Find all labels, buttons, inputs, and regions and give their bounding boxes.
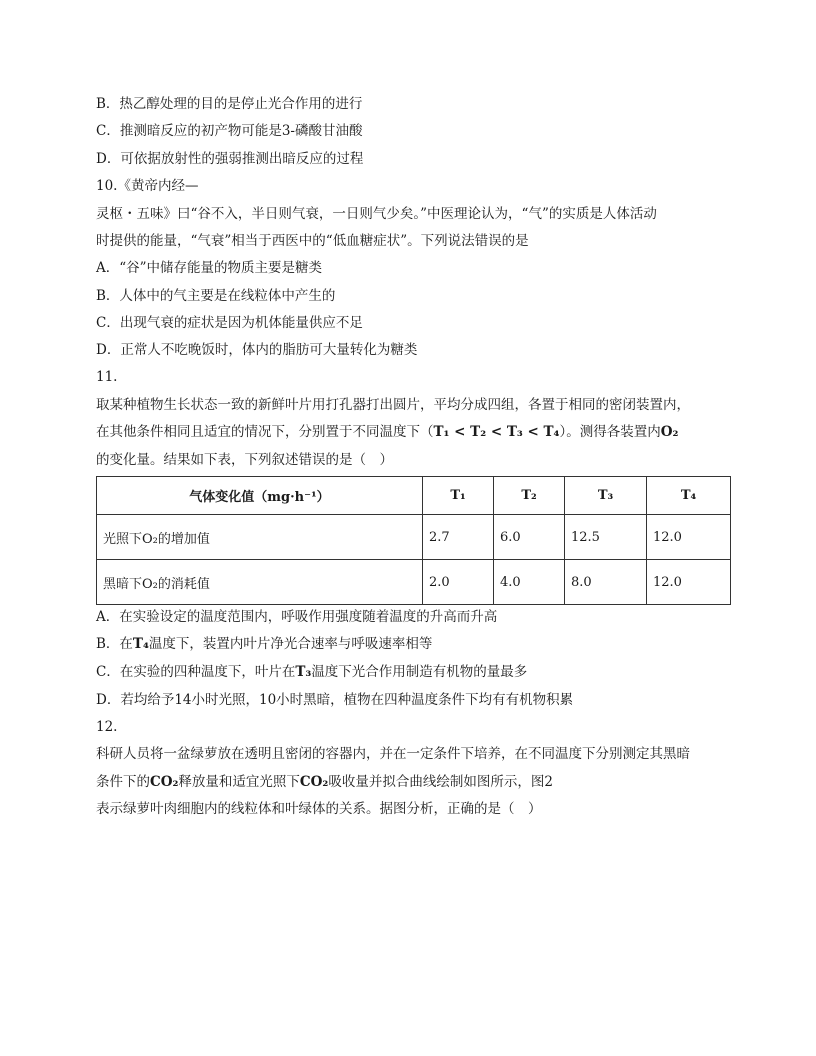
- table-row: [97, 515, 731, 560]
- co2-symbol: CO₂: [150, 774, 179, 790]
- table-cell: 12.0: [647, 560, 731, 605]
- table-row-label: 黑暗下O₂的消耗值: [97, 560, 423, 605]
- q10-option-b: B．人体中的气主要是在线粒体中产生的: [96, 288, 336, 304]
- option-text: 温度下，装置内叶片净光合速率与呼吸速率相等: [148, 636, 433, 652]
- table-cell: 4.0: [494, 560, 565, 605]
- q10-option-d: D．正常人不吃晚饭时，体内的脂肪可大量转化为糖类: [96, 342, 418, 358]
- stem-text: 释放量和适宜光照下: [178, 774, 300, 790]
- table-cell: 8.0: [565, 560, 647, 605]
- co2-symbol: CO₂: [299, 774, 329, 790]
- stem-text: 条件下的: [96, 774, 150, 790]
- t4-symbol: T₄: [132, 636, 149, 652]
- q12-stem-line1: 科研人员将一盆绿萝放在透明且密闭的容器内，并在一定条件下培养，在不同温度下分别测定其黑暗: [96, 746, 690, 762]
- q10-option-a: A．“谷”中储存能量的物质主要是糖类: [96, 260, 323, 276]
- q10-stem-line1: 灵枢・五味》曰“谷不入，半日则气衰，一日则气少矣。”中医理论认为，“气”的实质是人体活动: [96, 206, 657, 222]
- q9-option-d: D．可依据放射性的强弱推测出暗反应的过程: [96, 151, 364, 167]
- q10-stem-line2: 时提供的能量，“气衰”相当于西医中的“低血糖症状”。下列说法错误的是: [96, 233, 529, 249]
- table-row-label: 光照下O₂的增加值: [97, 515, 423, 560]
- stem-text: 吸收量并拟合曲线绘制如图所示，图2: [328, 774, 553, 790]
- q11-text-tail: ）。测得各装置内: [559, 424, 661, 440]
- gas-change-table: [96, 476, 731, 605]
- q11-stem-line1: 取某种植物生长状态一致的新鲜叶片用打孔器打出圆片，平均分成四组，各置于相同的密闭装置内，: [96, 397, 690, 413]
- table-cell: 12.0: [647, 515, 731, 560]
- table-row: [97, 560, 731, 605]
- table-cell: 2.7: [423, 515, 494, 560]
- table-header-cell: 气体变化值（mg·h⁻¹）: [97, 477, 423, 515]
- q11-option-a: A．在实验设定的温度范围内，呼吸作用强度随着温度的升高而升高: [96, 609, 498, 625]
- t3-symbol: T₃: [295, 664, 312, 680]
- q11-number: 11.: [96, 369, 118, 385]
- table-header-cell: T₁: [423, 477, 494, 515]
- option-text: B．在: [96, 636, 133, 652]
- q12-stem-line2: [96, 773, 553, 791]
- temperature-order-math: T₁ < T₂ < T₃ < T₄: [433, 424, 560, 440]
- table-cell: 12.5: [565, 515, 647, 560]
- q10-option-c: C．出现气衰的症状是因为机体能量供应不足: [96, 315, 363, 331]
- table-cell: 6.0: [494, 515, 565, 560]
- table-header-cell: T₂: [494, 477, 565, 515]
- option-text: 温度下光合作用制造有机物的量最多: [311, 664, 528, 680]
- q11-option-d: D．若均给予14小时光照，10小时黑暗，植物在四种温度条件下均有有机物积累: [96, 692, 574, 708]
- table-cell: 2.0: [423, 560, 494, 605]
- table-header-cell: T₃: [565, 477, 647, 515]
- q12-number: 12.: [96, 719, 118, 735]
- q10-number: 10.《黄帝内经—: [96, 178, 199, 194]
- option-text: C．在实验的四种温度下，叶片在: [96, 664, 296, 680]
- q11-text: 在其他条件相同且适宜的情况下，分别置于不同温度下（: [96, 424, 434, 440]
- table-header-cell: T₄: [647, 477, 731, 515]
- q11-option-b: [96, 635, 432, 653]
- table-header-row: [97, 477, 731, 515]
- o2-symbol: O₂: [660, 424, 679, 440]
- q12-stem-line3: 表示绿萝叶肉细胞内的线粒体和叶绿体的关系。据图分析，正确的是（ ）: [96, 801, 542, 817]
- q11-stem-line3: 的变化量。结果如下表，下列叙述错误的是（ ）: [96, 452, 393, 468]
- q11-stem-line2: [96, 423, 678, 441]
- q9-option-b: B．热乙醇处理的目的是停止光合作用的进行: [96, 96, 363, 112]
- q9-option-c: C．推测暗反应的初产物可能是3-磷酸甘油酸: [96, 123, 363, 139]
- q11-option-c: [96, 663, 527, 681]
